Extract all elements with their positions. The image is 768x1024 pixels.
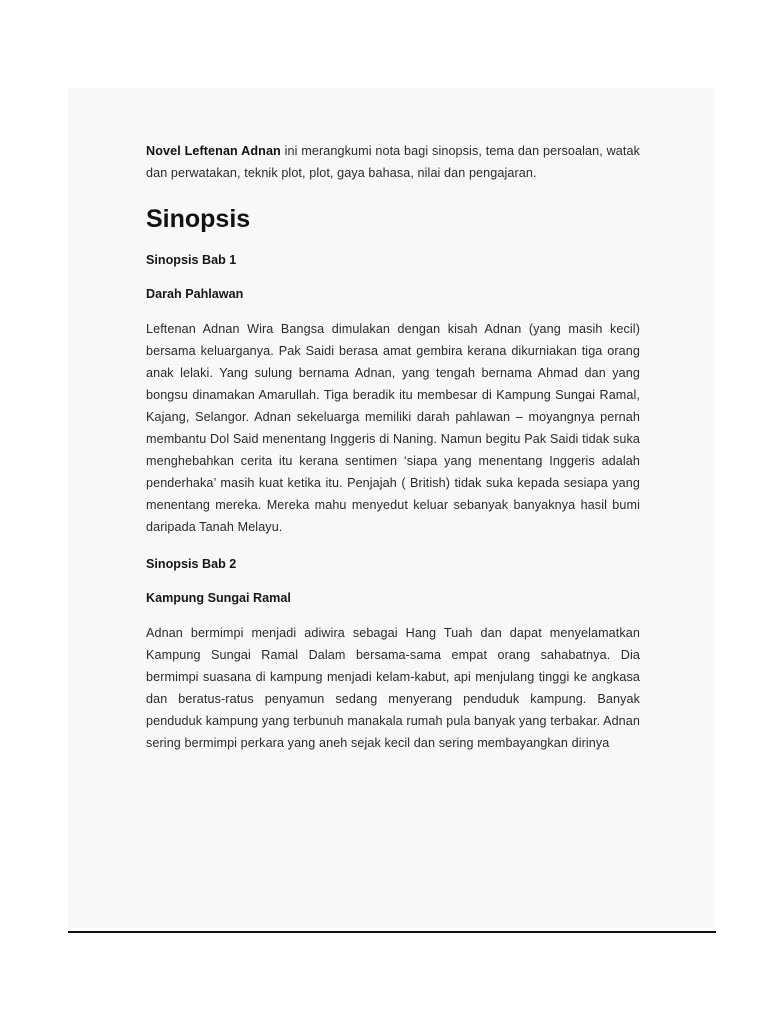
document-content (146, 140, 640, 754)
page-title: Sinopsis (146, 205, 251, 233)
chapter-2-heading: Sinopsis Bab 2 (146, 557, 237, 571)
intro-bold-title: Novel Leftenan Adnan (146, 144, 281, 158)
intro-paragraph (146, 140, 640, 184)
chapter-1-title: Darah Pahlawan (146, 287, 244, 301)
footer-divider (68, 931, 716, 933)
chapter-1-body: Leftenan Adnan Wira Bangsa dimulakan dengan kisah Adnan (yang masih kecil) bersama keluarganya. Pak Saidi berasa amat gembira kerana dikurniakan tiga orang anak lelaki. Yang sulung bernama Adnan, yang tengah bernama Ahmad dan yang bongsu dinamakan Amarullah. Tiga beradik itu membesar di Kampung Sungai Ramal, Kajang, Selangor. Adnan sekeluarga memiliki darah pahlawan – moyangnya pernah membantu Dol Said menentang Inggeris di Naning. Namun begitu Pak Saidi tidak suka menghebahkan cerita itu kerana sentimen ‘siapa yang menentang Inggeris adalah penderhaka’ masih kuat ketika itu. Penjajah ( British) tidak suka kepada sesiapa yang menentang mereka. Mereka mahu menyedut keluar sebanyak banyaknya hasil bumi daripada Tanah Melayu. (146, 322, 640, 534)
intro-text: ini merangkumi nota bagi sinopsis, tema dan persoalan, watak dan perwatakan, teknik plot, plot, gaya bahasa, nilai dan pengajaran. (146, 144, 640, 180)
chapter-1-heading: Sinopsis Bab 1 (146, 253, 237, 267)
chapter-2-title: Kampung Sungai Ramal (146, 591, 291, 605)
chapter-2-body: Adnan bermimpi menjadi adiwira sebagai Hang Tuah dan dapat menyelamatkan Kampung Sungai Ramal Dalam bersama-sama empat orang sahabatnya. Dia bermimpi suasana di kampung menjadi kelam-kabut, api menjulang tinggi ke angkasa dan beratus-ratus penyamun sedang menyerang penduduk kampung. Banyak penduduk kampung yang terbunuh manakala rumah pula banyak yang terbakar. Adnan sering bermimpi perkara yang aneh sejak kecil dan sering membayangkan dirinya (146, 626, 640, 750)
